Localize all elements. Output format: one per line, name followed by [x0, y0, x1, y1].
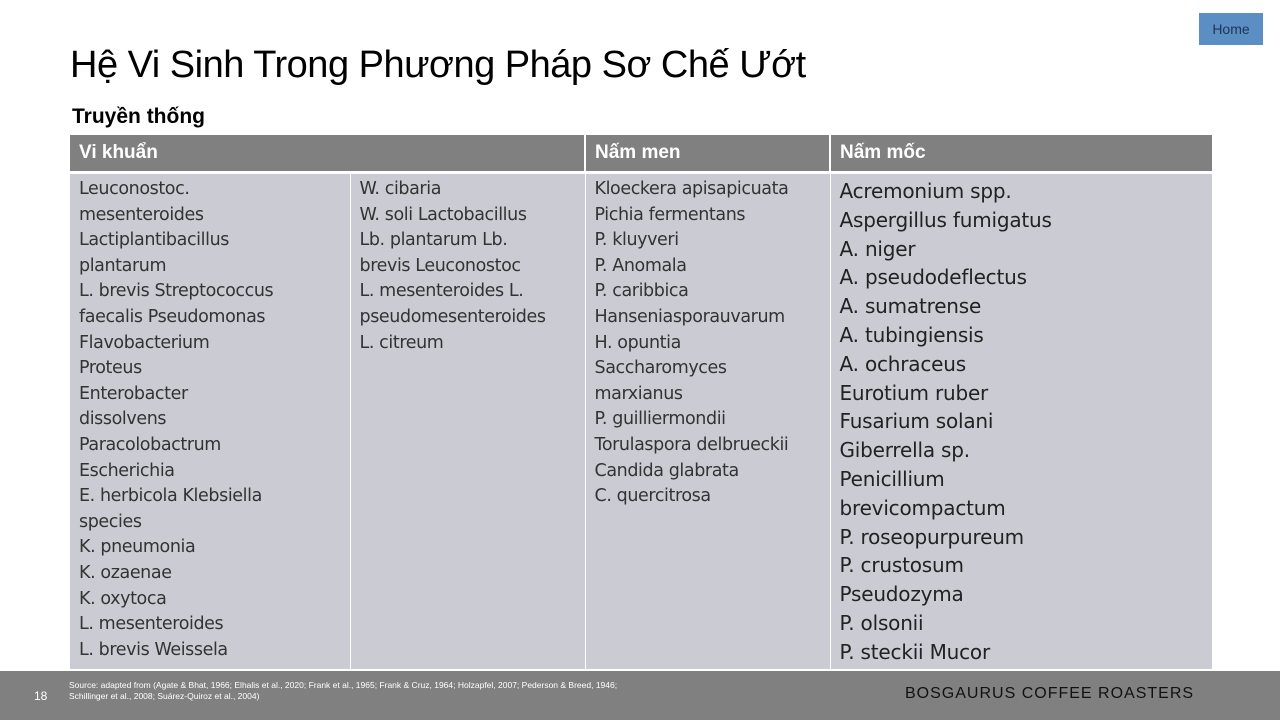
list-item: Pseudozyma	[839, 582, 964, 607]
page-title: Hệ Vi Sinh Trong Phương Pháp Sơ Chế Ướt	[70, 44, 806, 86]
list-item: A. pseudodeflectus	[839, 265, 1027, 290]
list-item: Saccharomyces	[594, 358, 727, 379]
list-item: K. ozaenae	[79, 562, 172, 583]
list-item: Paracolobactrum	[79, 434, 221, 455]
list-item: Penicillium	[839, 466, 945, 491]
list-item: Aspergillus fumigatus	[839, 207, 1052, 232]
bacteria-cell-2	[350, 173, 585, 670]
list-item: P. guilliermondii	[594, 409, 726, 430]
list-item: L. mesenteroides L.	[359, 281, 524, 302]
list-item: Flavobacterium	[79, 332, 210, 353]
list-item: K. pneumonia	[79, 537, 196, 558]
list-item: plantarum	[79, 255, 167, 276]
list-item: P. crustosum	[839, 553, 964, 578]
list-item: H. opuntia	[594, 332, 681, 353]
list-item: brevicompactum	[839, 495, 1006, 520]
list-item: K. oxytoca	[79, 588, 167, 609]
list-item: E. herbicola Klebsiella	[79, 486, 262, 507]
list-item: brevis Leuconostoc	[359, 255, 521, 276]
molds-cell	[830, 173, 1212, 670]
bacteria-list-1	[79, 177, 341, 663]
list-item: species	[79, 511, 142, 532]
list-item: Fusarium solani	[839, 409, 994, 434]
list-item: Pichia fermentans	[594, 204, 746, 225]
list-item: L. brevis Streptococcus	[79, 281, 274, 302]
list-item: Candida glabrata	[594, 460, 739, 481]
yeasts-list	[595, 177, 821, 510]
bacteria-list-2	[360, 177, 576, 356]
home-button[interactable]: Home	[1199, 13, 1263, 45]
list-item: A. tubingiensis	[839, 322, 984, 347]
list-item: L. brevis Weissela	[79, 639, 228, 660]
list-item: L. citreum	[359, 332, 444, 353]
header-molds: Nấm mốc	[830, 135, 1212, 173]
list-item: Escherichia	[79, 460, 175, 481]
list-item: Proteus	[79, 358, 142, 379]
list-item: Lactiplantibacillus	[79, 230, 229, 251]
list-item: W. cibaria	[359, 179, 442, 199]
header-bacteria: Vi khuẩn	[70, 135, 585, 173]
list-item: P. olsonii	[839, 610, 924, 635]
list-item: A. niger	[839, 236, 916, 261]
list-item: pseudomesenteroides	[359, 306, 546, 327]
list-item: Lb. plantarum Lb.	[359, 230, 508, 251]
list-item: A. sumatrense	[839, 294, 982, 319]
list-item: P. roseopurpureum	[839, 524, 1024, 549]
yeasts-cell	[585, 173, 830, 670]
bacteria-cell-1	[70, 173, 350, 670]
list-item: P. Anomala	[594, 255, 687, 276]
list-item: C. quercitrosa	[594, 486, 711, 507]
list-item: dissolvens	[79, 409, 167, 430]
table-row	[70, 173, 1212, 670]
microbe-table	[70, 135, 1212, 669]
list-item: Eurotium ruber	[839, 380, 989, 405]
brand-name: BOSGAURUS COFFEE ROASTERS	[905, 685, 1195, 702]
source-citation: Source: adapted from (Agate & Bhat, 1966; Elhalis et al., 2020; Frank et al., 1965; Frank & Cruz, 1964; Holzapfel, 2007; Pederson & Breed, 1946; Schillinger et al., 2008; Suárez-Quiroz et al., 2004)	[69, 680, 618, 701]
list-item: Kloeckera apisapicuata	[594, 179, 789, 199]
list-item: Torulaspora delbrueckii	[594, 434, 789, 455]
list-item: faecalis Pseudomonas	[79, 306, 266, 327]
list-item: L. mesenteroides	[79, 614, 224, 635]
list-item: Hanseniasporauvarum	[594, 306, 785, 327]
page-number: 18	[34, 689, 48, 703]
list-item: P. steckii Mucor	[839, 639, 990, 664]
list-item: Enterobacter	[79, 383, 188, 404]
list-item: Acremonium spp.	[839, 179, 1012, 203]
list-item: Giberrella sp.	[839, 438, 970, 463]
table-header-row	[70, 135, 1212, 173]
list-item: P. kluyveri	[594, 230, 679, 251]
footer-bar	[0, 671, 1280, 720]
molds-list	[840, 177, 1204, 667]
header-yeasts: Nấm men	[585, 135, 830, 173]
list-item: mesenteroides	[79, 204, 204, 225]
section-subtitle: Truyền thống	[72, 105, 205, 128]
list-item: Leuconostoc.	[79, 179, 190, 199]
list-item: A. ochraceus	[839, 351, 966, 376]
list-item: W. soli Lactobacillus	[359, 204, 527, 225]
list-item: marxianus	[594, 383, 683, 404]
list-item: P. caribbica	[594, 281, 689, 302]
